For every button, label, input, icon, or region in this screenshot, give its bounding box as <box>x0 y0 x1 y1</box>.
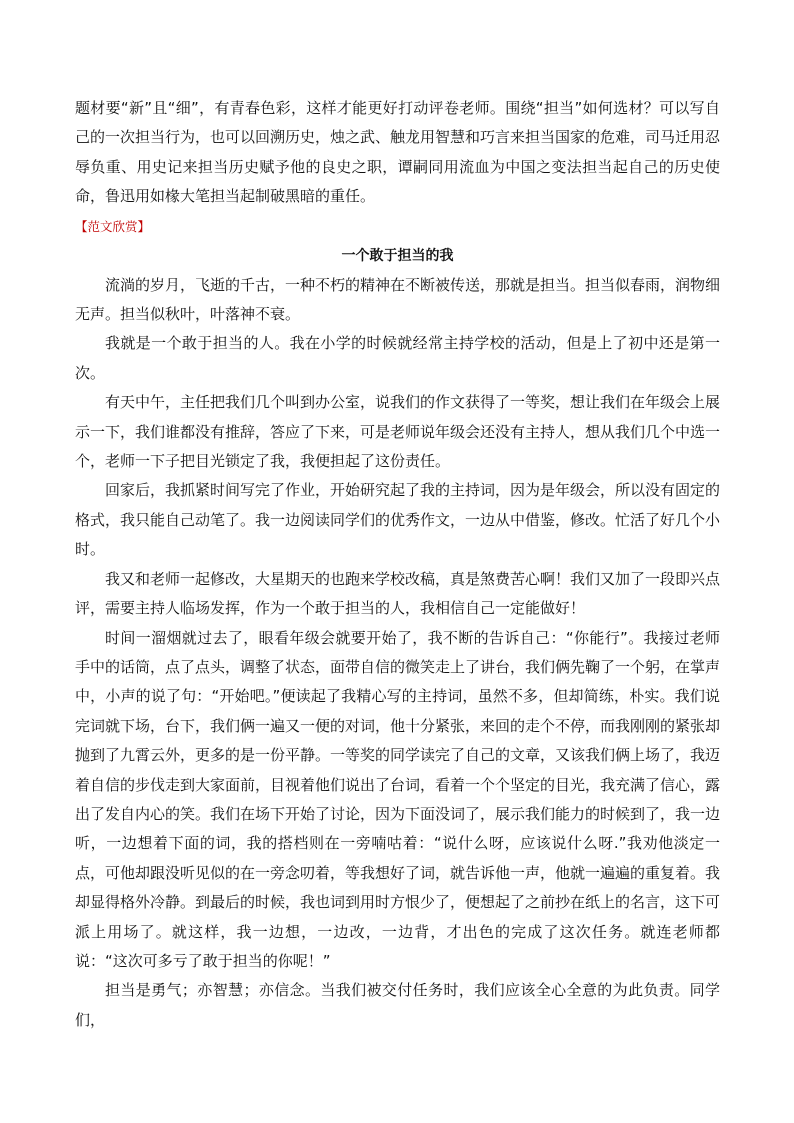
essay-paragraph: 有天中午，主任把我们几个叫到办公室，说我们的作文获得了一等奖，想让我们在年级会上展示一下，我们谁都没有推辞，答应了下来，可是老师说年级会还没有主持人，想从我们几个中选一个，老师一下子把目光锁定了我，我便担起了这份责任。 <box>75 393 721 471</box>
essay-title: 一个敢于担当的我 <box>341 247 454 264</box>
essay-paragraph: 我又和老师一起修改，大星期天的也跑来学校改稿，真是煞费苦心啊！我们又加了一段即兴点评，需要主持人临场发挥，作为一个敢于担当的人，我相信自己一定能做好！ <box>75 569 721 618</box>
section-tag: 【范文欣赏】 <box>75 218 151 234</box>
essay-paragraph: 回家后，我抓紧时间写完了作业，开始研究起了我的主持词，因为是年级会，所以没有固定的格式，我只能自己动笔了。我一边阅读同学们的优秀作文，一边从中借鉴，修改。忙活了好几个小时。 <box>75 481 721 559</box>
essay-paragraph: 流淌的岁月，飞逝的千古，一种不朽的精神在不断被传送，那就是担当。担当似春雨，润物细无声。担当似秋叶，叶落神不衰。 <box>75 275 721 324</box>
intro-paragraph: 题材要“新”且“细”，有青春色彩，这样才能更好打动评卷老师。围绕“担当”如何选材？可以写自己的一次担当行为，也可以回溯历史，烛之武、触龙用智慧和巧言来担当国家的危难，司马迁用忍辱负重、用史记来担当历史赋予他的良史之职，谭嗣同用流血为中国之变法担当起自己的历史使命，鲁迅用如椽大笔担当起制破黑暗的重任。 <box>75 99 721 206</box>
essay-paragraph: 我就是一个敢于担当的人。我在小学的时候就经常主持学校的活动，但是上了初中还是第一次。 <box>75 334 720 382</box>
essay-paragraph: 时间一溜烟就过去了，眼看年级会就要开始了，我不断的告诉自己：“你能行”。我接过老师手中的话筒，点了点头，调整了状态，面带自信的微笑走上了讲台，我们俩先鞠了一个躬，在掌声中，小声的说了句：“开始吧。”便读起了我精心写的主持词，虽然不多，但却简练，朴实。我们说完词就下场，台下，我们俩一遍又一便的对词，他十分紧张，来回的走个不停，而我刚刚的紧张却抛到了九霄云外，更多的是一份平静。一等奖的同学读完了自己的文章，又该我们俩上场了，我迈着自信的步伐走到大家面前，目视着他们说出了台词，看着一个个坚定的目光，我充满了信心，露出了发自内心的笑。我们在场下开始了讨论，因为下面没词了，展示我们能力的时候到了，我一边听，一边想着下面的词，我的搭档则在一旁喃咕着：“说什么呀，应该说什么呀.”我劝他淡定一点，可他却跟没听见似的在一旁念叨着，等我想好了词，就告诉他一声，他就一遍遍的重复着。我却显得格外冷静。到最后的时候，我也词到用时方恨少了，便想起了之前抄在纸上的名言，这下可派上用场了。就这样，我一边想，一边改，一边背，才出色的完成了这次任务。就连老师都说：“这次可多亏了敢于担当的你呢！” <box>75 628 721 970</box>
essay-paragraph: 担当是勇气；亦智慧；亦信念。当我们被交付任务时，我们应该全心全意的为此负责。同学们， <box>75 981 720 1029</box>
document-page <box>75 94 720 1035</box>
